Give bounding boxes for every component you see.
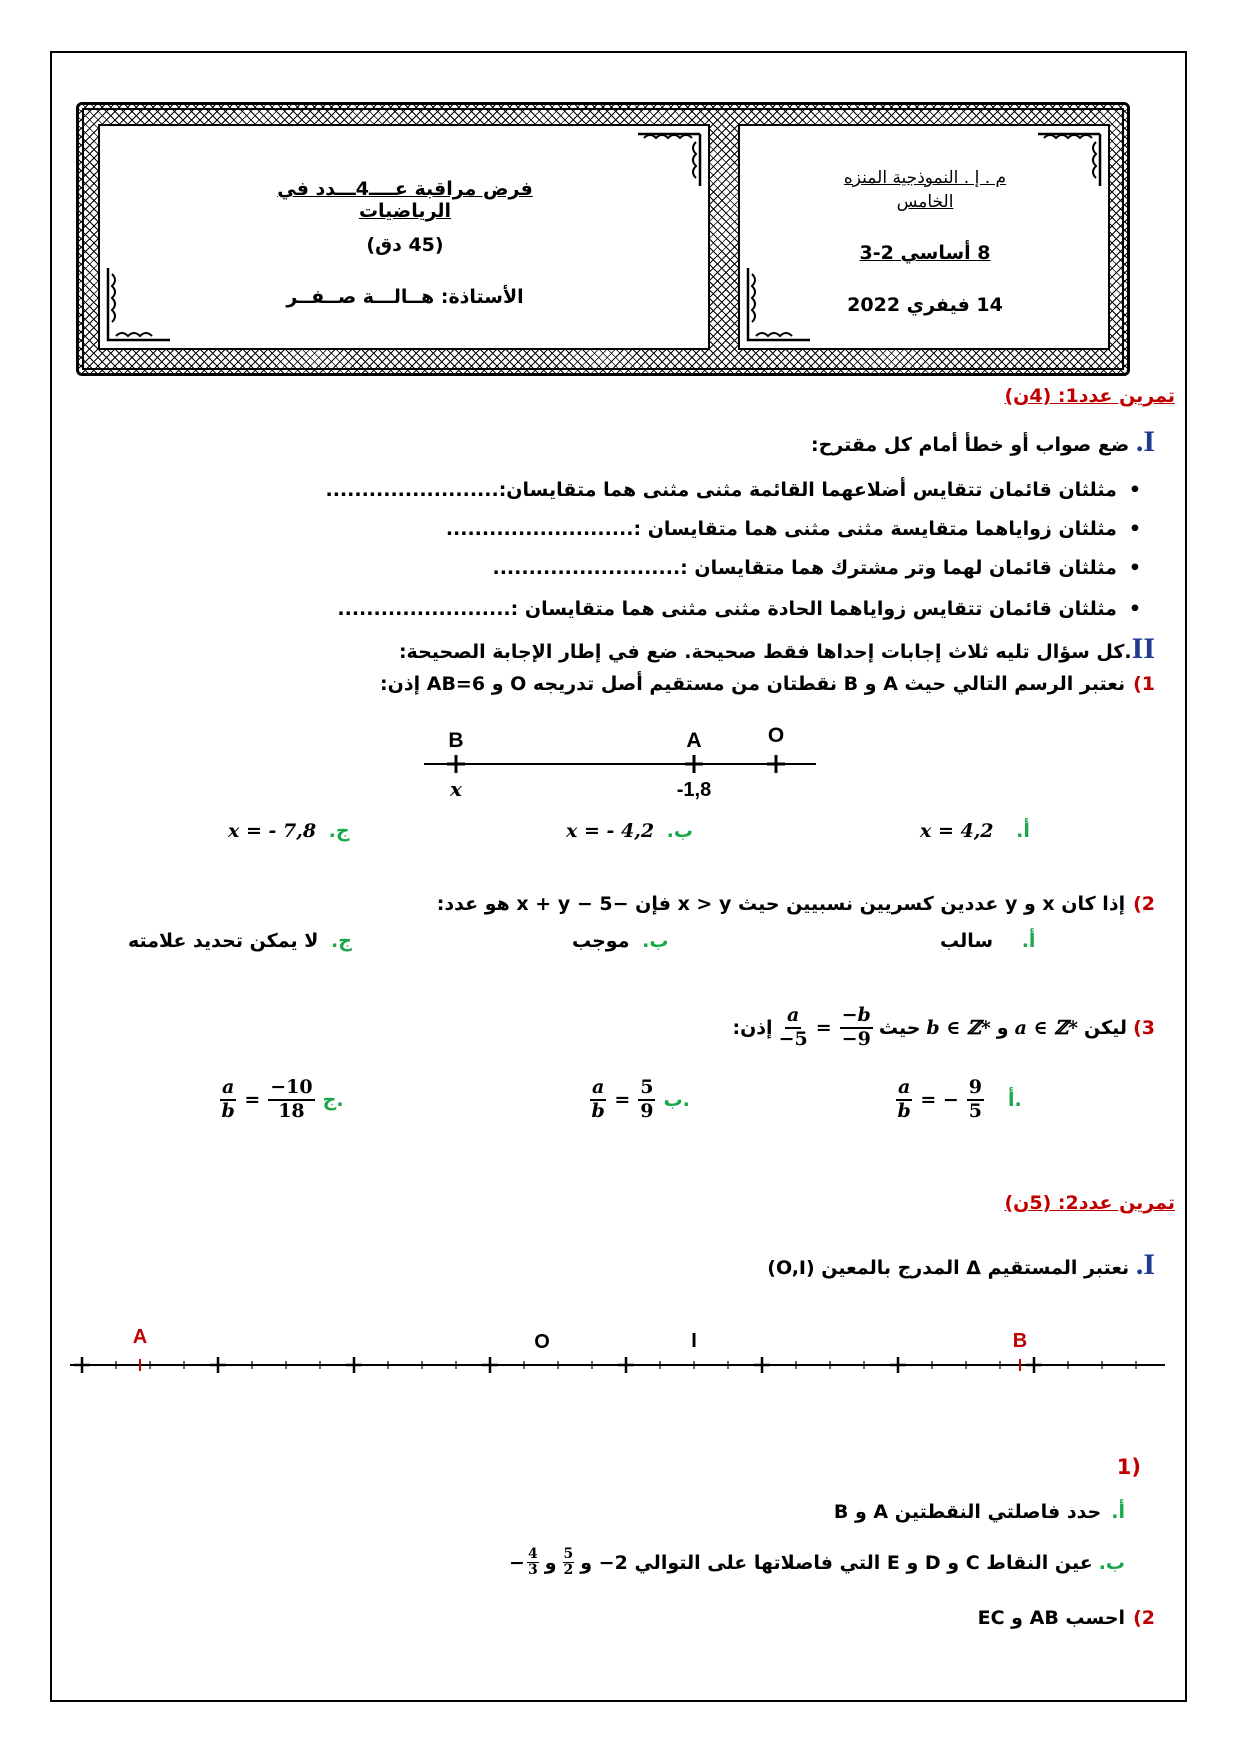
question-1b-text: عين النقاط C و D و E التي فاصلاتها على التوالي 2− و — [580, 1551, 1093, 1574]
question-number: 1) — [1133, 673, 1155, 695]
fraction — [840, 1005, 873, 1051]
fraction — [967, 1077, 984, 1123]
list-item: •مثلثان قائمان لهما وتر مشترك هما متقايسان :.......................... — [492, 557, 1141, 579]
exercise-2-part-1-text: نعتبر المستقيم Δ المدرج بالمعين (O,I) — [767, 1257, 1130, 1279]
point-label-A: A — [686, 729, 702, 752]
abscissa-x: x — [450, 777, 462, 801]
floral-corner-icon — [104, 264, 174, 344]
floral-corner-icon — [634, 130, 704, 190]
fraction-den: b — [897, 1099, 911, 1122]
point-label-O: O — [534, 1331, 550, 1353]
question-2-text: إذا كان x و y عددين كسريين نسبيين حيث x > y فإن −5 − x + y هو عدد: — [436, 893, 1126, 915]
list-item: •مثلثان قائمان تتقايس أضلاعهما القائمة مثنى مثنى هما متقايسان:........................ — [325, 479, 1141, 501]
question-3-row — [732, 1005, 1155, 1051]
equals-sign: = − — [920, 1088, 959, 1111]
answer-letter: ب. — [642, 930, 669, 952]
school-name: م . إ . النموذجية المنزه — [843, 168, 1007, 188]
fraction-den: b — [591, 1099, 605, 1122]
question-number: 3) — [1133, 1016, 1155, 1039]
answer-letter: أ. — [1021, 930, 1036, 952]
list-item: •مثلثان زواياهما متقايسة مثنى مثنى هما متقايسان :.......................... — [445, 518, 1141, 540]
answer-text: x = - 7,8 — [228, 820, 317, 842]
statement-2: مثلثان زواياهما متقايسة مثنى مثنى هما متقايسان :.......................... — [445, 518, 1117, 540]
part-1-instruction-row — [811, 425, 1155, 459]
point-label-I: I — [691, 1330, 697, 1352]
fraction-den: 5 — [968, 1099, 983, 1122]
roman-numeral: II — [1131, 632, 1155, 665]
point-label-B: B — [1012, 1330, 1028, 1352]
school-name-line2: الخامس — [896, 192, 954, 212]
tick-O — [767, 755, 785, 773]
fraction-den: 2 — [563, 1562, 574, 1579]
question-1b-and: و — [544, 1551, 557, 1574]
fraction — [527, 1547, 539, 1579]
minus-sign: − — [509, 1551, 525, 1574]
point-label-O: O — [767, 724, 785, 747]
abscissa-A: -1,8 — [676, 779, 712, 801]
answer-letter: أ. — [1016, 820, 1030, 842]
answer-option[interactable] — [566, 820, 693, 842]
question-2-text: احسب AB و EC — [977, 1607, 1126, 1629]
question-1-row — [380, 673, 1155, 695]
part-2-instruction: .كل سؤال تليه ثلاث إجابات إحداها فقط صحيحة. ضع في إطار الإجابة الصحيحة: — [398, 641, 1132, 663]
exam-date: 14 فيفري 2022 — [847, 294, 1003, 316]
point-label-A: A — [132, 1326, 148, 1348]
question-1-number: (1 — [1116, 1455, 1141, 1479]
class-label: 8 أساسي 2-3 — [859, 242, 991, 264]
negative-fraction — [509, 1547, 539, 1579]
question-1a-text: حدد فاصلتي النقطتين A و B — [833, 1501, 1102, 1523]
answer-letter: ب. — [1098, 1551, 1125, 1574]
exercise-2-part-1-row — [767, 1248, 1155, 1282]
list-item: •مثلثان قائمان تتقايس زواياهما الحادة مثنى مثنى هما متقايسان :........................ — [337, 598, 1141, 620]
answer-letter: ب. — [663, 1088, 690, 1111]
fraction-den: 9 — [640, 1099, 654, 1122]
answer-letter: أ. — [1111, 1501, 1125, 1523]
fraction — [220, 1077, 236, 1123]
answer-text: لا يمكن تحديد علامته — [128, 930, 319, 952]
answer-text: سالب — [940, 930, 994, 952]
question-1b-row — [509, 1547, 1125, 1579]
question-1a-row — [834, 1501, 1125, 1523]
fraction — [896, 1077, 912, 1123]
question-2-row — [978, 1607, 1155, 1629]
exam-title: فرض مراقبة عــــ4ـــدد في الرياضيات — [277, 178, 533, 222]
fraction-den: b — [221, 1099, 235, 1122]
fraction-den: 3 — [527, 1562, 538, 1579]
fraction — [590, 1077, 606, 1123]
equals-sign: = — [244, 1088, 261, 1111]
roman-numeral: I. — [1135, 1248, 1155, 1281]
set-a: a ∈ ℤ* — [1014, 1016, 1079, 1039]
answer-option[interactable] — [920, 820, 1030, 842]
exercise-2-title: تمرين عدد2: (5ن) — [1004, 1192, 1175, 1214]
fraction-num: −10 — [268, 1077, 314, 1101]
statement-4: مثلثان قائمان تتقايس زواياهما الحادة مثنى مثنى هما متقايسان :........................ — [337, 598, 1117, 620]
statement-1: مثلثان قائمان تتقايس أضلاعهما القائمة مثنى مثنى هما متقايسان:........................ — [325, 479, 1117, 501]
fraction-num: a — [220, 1077, 236, 1101]
question-number: 2) — [1133, 893, 1155, 915]
fraction-num: a — [590, 1077, 606, 1101]
answer-text: x = - 4,2 — [566, 820, 655, 842]
fraction-num: −b — [840, 1005, 873, 1029]
exercise-2-number-line — [70, 1315, 1170, 1395]
header-right-box — [738, 124, 1110, 350]
answer-option[interactable] — [590, 1077, 690, 1123]
exercise-1-title: تمرين عدد1: (4ن) — [1004, 385, 1175, 407]
question-3-then: إذن: — [732, 1016, 773, 1039]
fraction — [563, 1547, 575, 1579]
question-3-text: ليكن — [1084, 1016, 1128, 1039]
equals-sign: = — [815, 1016, 832, 1039]
answer-option[interactable] — [220, 1077, 344, 1123]
answer-option[interactable] — [572, 930, 668, 952]
question-3-where: حيث — [878, 1016, 921, 1039]
exam-duration: (45 دق) — [366, 234, 444, 256]
answer-option[interactable] — [228, 820, 350, 842]
question-3-equation — [779, 1005, 873, 1051]
fraction — [268, 1077, 314, 1123]
question-1-number-line — [400, 712, 840, 812]
tick-A — [685, 755, 703, 773]
fraction-num: 4 — [527, 1546, 538, 1562]
set-b: b ∈ ℤ* — [926, 1016, 991, 1039]
answer-option[interactable] — [896, 1077, 1022, 1123]
answer-option[interactable] — [940, 930, 1035, 952]
question-number: 2) — [1133, 1607, 1155, 1629]
header-left-box — [98, 124, 710, 350]
answer-option[interactable] — [128, 930, 352, 952]
roman-numeral: I. — [1135, 425, 1155, 458]
answer-letter: ج. — [328, 820, 350, 842]
statement-3: مثلثان قائمان لهما وتر مشترك هما متقايسان :.......................... — [492, 557, 1117, 579]
tick-B — [447, 755, 465, 773]
part-1-instruction: ضع صواب أو خطأ أمام كل مقترح: — [810, 434, 1130, 456]
fraction-num: 5 — [563, 1546, 574, 1562]
fraction-den: −5 — [778, 1027, 808, 1050]
answer-letter: ب. — [666, 820, 693, 842]
fraction-num: a — [896, 1077, 912, 1101]
question-3-and: و — [996, 1016, 1009, 1039]
answer-letter: ج. — [331, 930, 352, 952]
fraction-den: 18 — [278, 1099, 305, 1122]
answer-letter: أ. — [1008, 1088, 1022, 1111]
question-1-text: نعتبر الرسم التالي حيث A و B نقطتان من مستقيم أصل تدريجه O و AB=6 إذن: — [380, 673, 1126, 695]
answer-letter: ج. — [322, 1088, 344, 1111]
equals-sign: = — [614, 1088, 631, 1111]
answer-text: موجب — [572, 930, 630, 952]
fraction-num: 9 — [967, 1077, 984, 1101]
fraction-num: 5 — [638, 1077, 655, 1101]
teacher-name: الأستاذة: هــالـــة صــفــر — [286, 286, 524, 308]
part-2-instruction-row — [399, 632, 1155, 666]
question-2-row — [437, 893, 1155, 915]
fraction — [638, 1077, 655, 1123]
answer-text: x = 4,2 — [920, 820, 994, 842]
fraction-num: a — [785, 1005, 801, 1029]
fraction-den: −9 — [841, 1027, 871, 1050]
fraction — [779, 1005, 808, 1051]
point-label-B: B — [448, 729, 464, 752]
